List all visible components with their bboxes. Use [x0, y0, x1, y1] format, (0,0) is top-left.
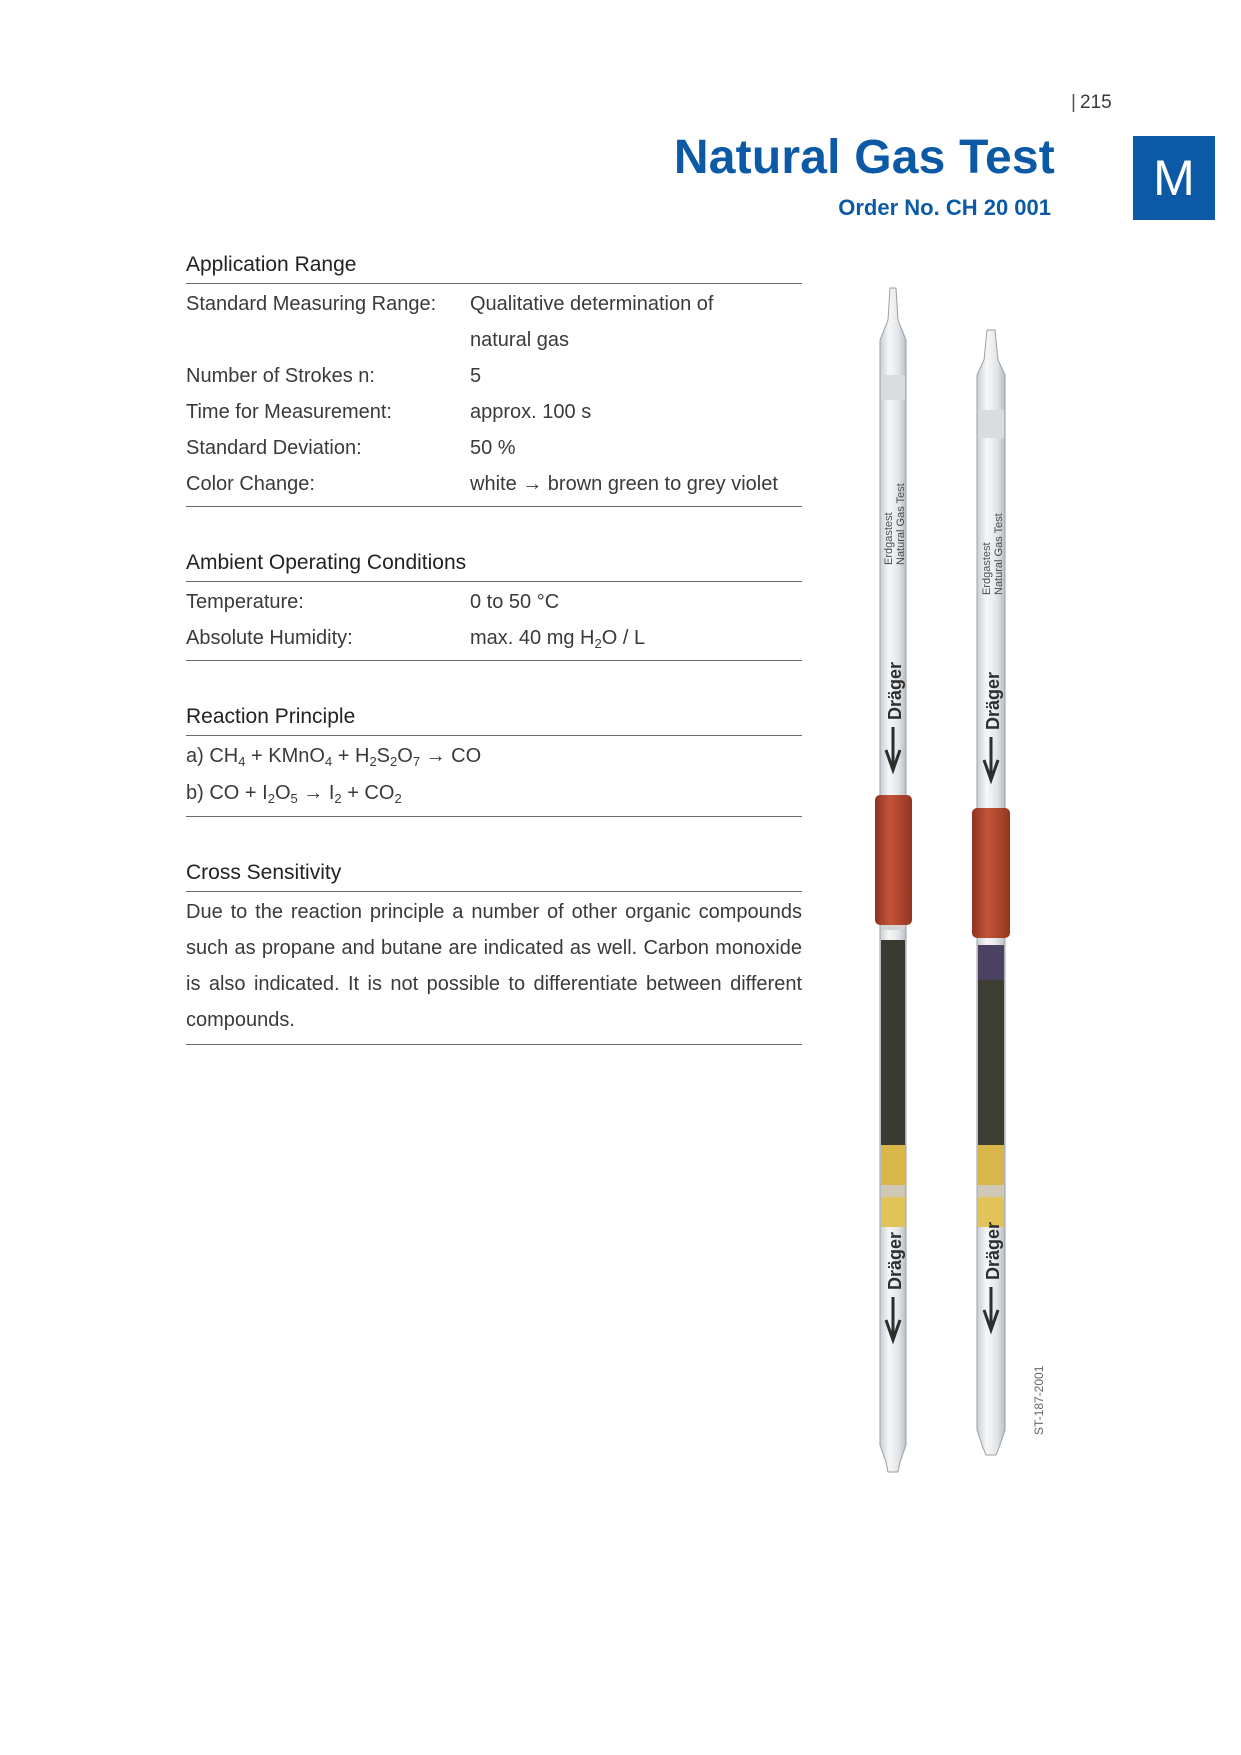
formula-part: → I: [297, 782, 335, 804]
spec-label: Color Change:: [186, 473, 315, 495]
section-title: Reaction Principle: [186, 705, 802, 736]
formula-part: O / L: [601, 627, 646, 649]
formula-part: b) CO + I: [186, 782, 268, 804]
formula-subscript: 2: [594, 636, 602, 651]
spec-row: [186, 394, 802, 430]
formula-part: max. 40 mg H: [470, 627, 595, 649]
spec-label: Absolute Humidity:: [186, 627, 353, 649]
ambient-conditions-section: [186, 551, 802, 661]
formula-subscript: 4: [324, 754, 333, 769]
section-title: Ambient Operating Conditions: [186, 551, 802, 582]
cross-sensitivity-text: Due to the reaction principle a number of other organic compounds such as propane and butane are indicated as well. Carbon monoxide is also indicated. It is not possible to differentiate between different compounds.: [186, 892, 802, 1045]
reaction-formula-a: [186, 738, 802, 775]
formula-part: a) CH: [186, 745, 239, 767]
detector-tube-left: [875, 288, 912, 1472]
spec-content: [186, 253, 802, 1089]
spec-value: [470, 620, 802, 656]
formula-subscript: 5: [290, 791, 298, 806]
formula-subscript: 2: [267, 791, 275, 806]
formula-subscript: 2: [334, 791, 342, 806]
spec-row: [186, 358, 802, 394]
section-title: Application Range: [186, 253, 802, 284]
page-title: Natural Gas Test: [673, 131, 1055, 184]
detector-tube-right: [972, 330, 1010, 1455]
spec-row: [186, 286, 802, 322]
spec-rows: [186, 284, 802, 507]
brand-logo-text: Dräger: [983, 1221, 1003, 1280]
application-range-section: [186, 253, 802, 507]
tube-label-text: Natural Gas Test: [993, 513, 1005, 595]
spec-label: [186, 322, 470, 358]
spec-value: approx. 100 s: [470, 401, 592, 423]
spec-value: natural gas: [470, 329, 569, 351]
formula-subscript: 2: [390, 754, 398, 769]
tube-label-text: Erdgastest: [981, 542, 993, 595]
section-title: Cross Sensitivity: [186, 861, 802, 892]
spec-value: 5: [470, 365, 482, 387]
spec-value: 0 to 50 °C: [470, 591, 560, 613]
spec-label: Standard Measuring Range:: [186, 293, 437, 315]
formula-subscript: 7: [412, 754, 421, 769]
tube-label-text: Erdgastest: [883, 512, 895, 565]
formula-part: → CO: [420, 745, 482, 767]
page-number-value: 215: [1079, 92, 1112, 113]
formula-part: O: [397, 745, 413, 767]
spec-value: Qualitative determination of: [470, 293, 714, 315]
spec-row: [186, 584, 802, 620]
spec-row: [186, 322, 802, 358]
spec-row: [186, 620, 802, 656]
spec-row: [186, 466, 802, 502]
spec-rows: [186, 582, 802, 661]
formula-subscript: 2: [369, 754, 377, 769]
spec-label: Standard Deviation:: [186, 437, 362, 459]
formula-rows: [186, 736, 802, 817]
tube-label-text: Natural Gas Test: [895, 483, 907, 565]
detector-tubes-illustration: [830, 280, 1070, 1480]
spec-label: Temperature:: [186, 591, 304, 613]
cross-sensitivity-section: [186, 861, 802, 1045]
page-number: | 215: [1071, 92, 1112, 113]
formula-part: O: [274, 782, 291, 804]
reaction-principle-section: [186, 705, 802, 817]
spec-value: 50 %: [470, 437, 516, 459]
order-number: Order No. CH 20 001: [838, 195, 1051, 220]
formula-part: + H: [332, 745, 370, 767]
section-tab-badge: M: [1133, 136, 1215, 220]
spec-value: white → brown green to grey violet: [470, 473, 778, 495]
reaction-formula-b: [186, 775, 802, 812]
formula-subscript: 2: [394, 791, 402, 806]
brand-logo-text: Dräger: [983, 671, 1003, 730]
brand-logo-text: Dräger: [885, 1231, 905, 1290]
spec-label: Time for Measurement:: [186, 401, 392, 423]
image-credit: ST-187-2001: [1032, 1365, 1046, 1435]
formula-subscript: 4: [238, 754, 246, 769]
formula-part: S: [376, 745, 391, 767]
brand-logo-text: Dräger: [885, 661, 905, 720]
spec-label: Number of Strokes n:: [186, 365, 375, 387]
spec-row: [186, 430, 802, 466]
formula-part: + CO: [341, 782, 395, 804]
formula-part: + KMnO: [245, 745, 325, 767]
